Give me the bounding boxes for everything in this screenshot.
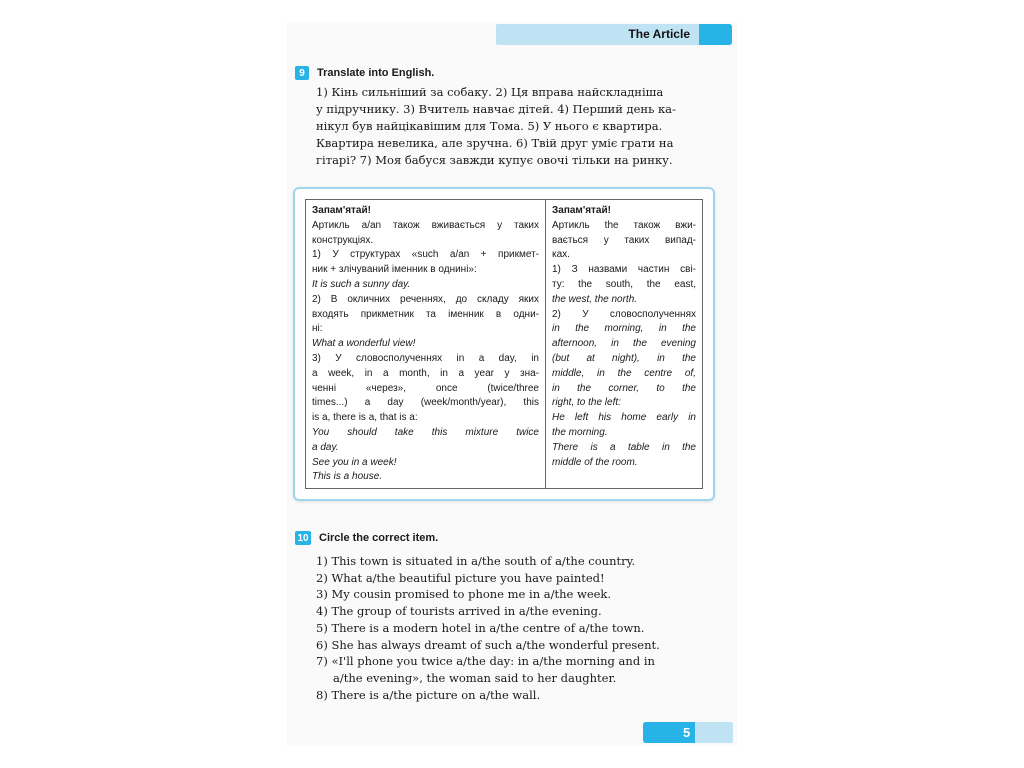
- note-line: See you in a week!: [312, 456, 397, 468]
- exercise-item: a/the evening», the woman said to her daughter.: [333, 670, 617, 685]
- note-line: (but at night), in the: [552, 352, 696, 364]
- note-line: 2) В окличних реченнях, до складу яких: [312, 293, 539, 305]
- note-line: Артикль the також вжи-: [552, 219, 696, 231]
- exercise-item: 3) My cousin promised to phone me in a/the week.: [316, 587, 612, 602]
- exercise-item: 8) There is a/the picture on a/the wall.: [316, 687, 541, 702]
- note-line: middle, in the centre of,: [552, 367, 696, 379]
- note-line: 1) З назвами частин сві-: [552, 264, 696, 276]
- note-line: a week, in a month, in a year у зна-: [312, 367, 539, 379]
- note-column-the: [546, 200, 702, 488]
- note-line: What a wonderful view!: [312, 338, 416, 350]
- ex9-line: нікул був найцікавішим для Тома. 5) У нього є квартира.: [316, 119, 663, 133]
- ex9-line: у підручнику. 3) Вчитель навчає дітей. 4) Перший день ка-: [316, 102, 676, 116]
- ex9-line: 1) Кінь сильніший за собаку. 2) Ця вправа найскладніша: [316, 85, 664, 99]
- exercise-10-heading: [295, 531, 438, 545]
- exercise-item: 2) What a/the beautiful picture you have painted!: [316, 570, 605, 585]
- note-line: ченні «через», once (twice/three: [312, 382, 539, 394]
- note-line: You should take this mixture twice: [312, 426, 539, 438]
- note-line: ні:: [312, 323, 323, 335]
- note-line: in the corner, to the: [552, 382, 696, 394]
- footer-bar: [643, 722, 733, 743]
- note-line: 2) У словосполученнях: [552, 308, 696, 320]
- note-line: afternoon, in the evening: [552, 338, 696, 350]
- note-line: This is a house.: [312, 471, 383, 483]
- exercise-9-text: [316, 84, 716, 169]
- textbook-page: [287, 22, 737, 746]
- note-line: He left his home early in: [552, 412, 696, 424]
- note-line: in the morning, in the: [552, 323, 696, 335]
- note-line: is a, there is a, that is a:: [312, 412, 418, 424]
- header-bar: [496, 24, 732, 45]
- exercise-10-list: [316, 553, 716, 703]
- exercise-item: 1) This town is situated in a/the south of a/the country.: [316, 554, 636, 568]
- note-line: Запам'ятай!: [552, 205, 611, 216]
- exercise-item: 6) She has always dreamt of such a/the wonderful present.: [316, 637, 660, 652]
- exercise-item: 4) The group of tourists arrived in a/the evening.: [316, 604, 602, 619]
- exercise-item: 7) «I'll phone you twice a/the day: in a/the morning and in: [316, 654, 655, 669]
- exercise-10-instruction: Circle the correct item.: [319, 532, 439, 544]
- exercise-9-heading: [295, 66, 434, 80]
- note-line: the west, the north.: [552, 293, 638, 305]
- note-line: times...) a day (week/month/year), this: [312, 397, 539, 409]
- section-title: The Article: [628, 27, 690, 41]
- header-accent: [699, 24, 732, 45]
- note-line: right, to the left:: [552, 397, 621, 409]
- exercise-item: 5) There is a modern hotel in a/the centre of a/the town.: [316, 620, 645, 635]
- remember-table: [305, 199, 703, 489]
- note-line: It is such a sunny day.: [312, 278, 411, 290]
- note-line: middle of the room.: [552, 456, 638, 468]
- note-line: входять прикметник та іменник в одни-: [312, 308, 539, 320]
- exercise-10-number: 10: [295, 531, 311, 545]
- note-line: There is a table in the: [552, 441, 696, 453]
- exercise-9-instruction: Translate into English.: [317, 67, 435, 79]
- note-line: 1) У структурах «such a/an + прикмет-: [312, 249, 539, 261]
- note-line: 3) У словосполученнях in a day, in: [312, 352, 539, 364]
- note-column-a-an: [306, 200, 546, 488]
- note-line: Запам'ятай!: [312, 205, 371, 216]
- note-line: ник + злічуваний іменник в однині»:: [312, 264, 477, 276]
- note-line: Артикль a/an також вживається у таких: [312, 219, 539, 231]
- remember-note-box: [293, 187, 715, 501]
- note-line: ту: the south, the east,: [552, 278, 696, 290]
- ex9-line: Квартира невелика, але зручна. 6) Твій друг уміє грати на: [316, 136, 674, 150]
- ex9-line: гітарі? 7) Моя бабуся завжди купує овочі тільки на ринку.: [316, 153, 673, 167]
- page-number: 5: [683, 725, 691, 740]
- note-line: конструкціях.: [312, 234, 374, 246]
- exercise-9-number: 9: [295, 66, 309, 80]
- note-line: the morning.: [552, 426, 608, 438]
- note-line: вається у таких випад-: [552, 234, 696, 246]
- note-line: ках.: [552, 249, 570, 261]
- note-line: a day.: [312, 441, 339, 453]
